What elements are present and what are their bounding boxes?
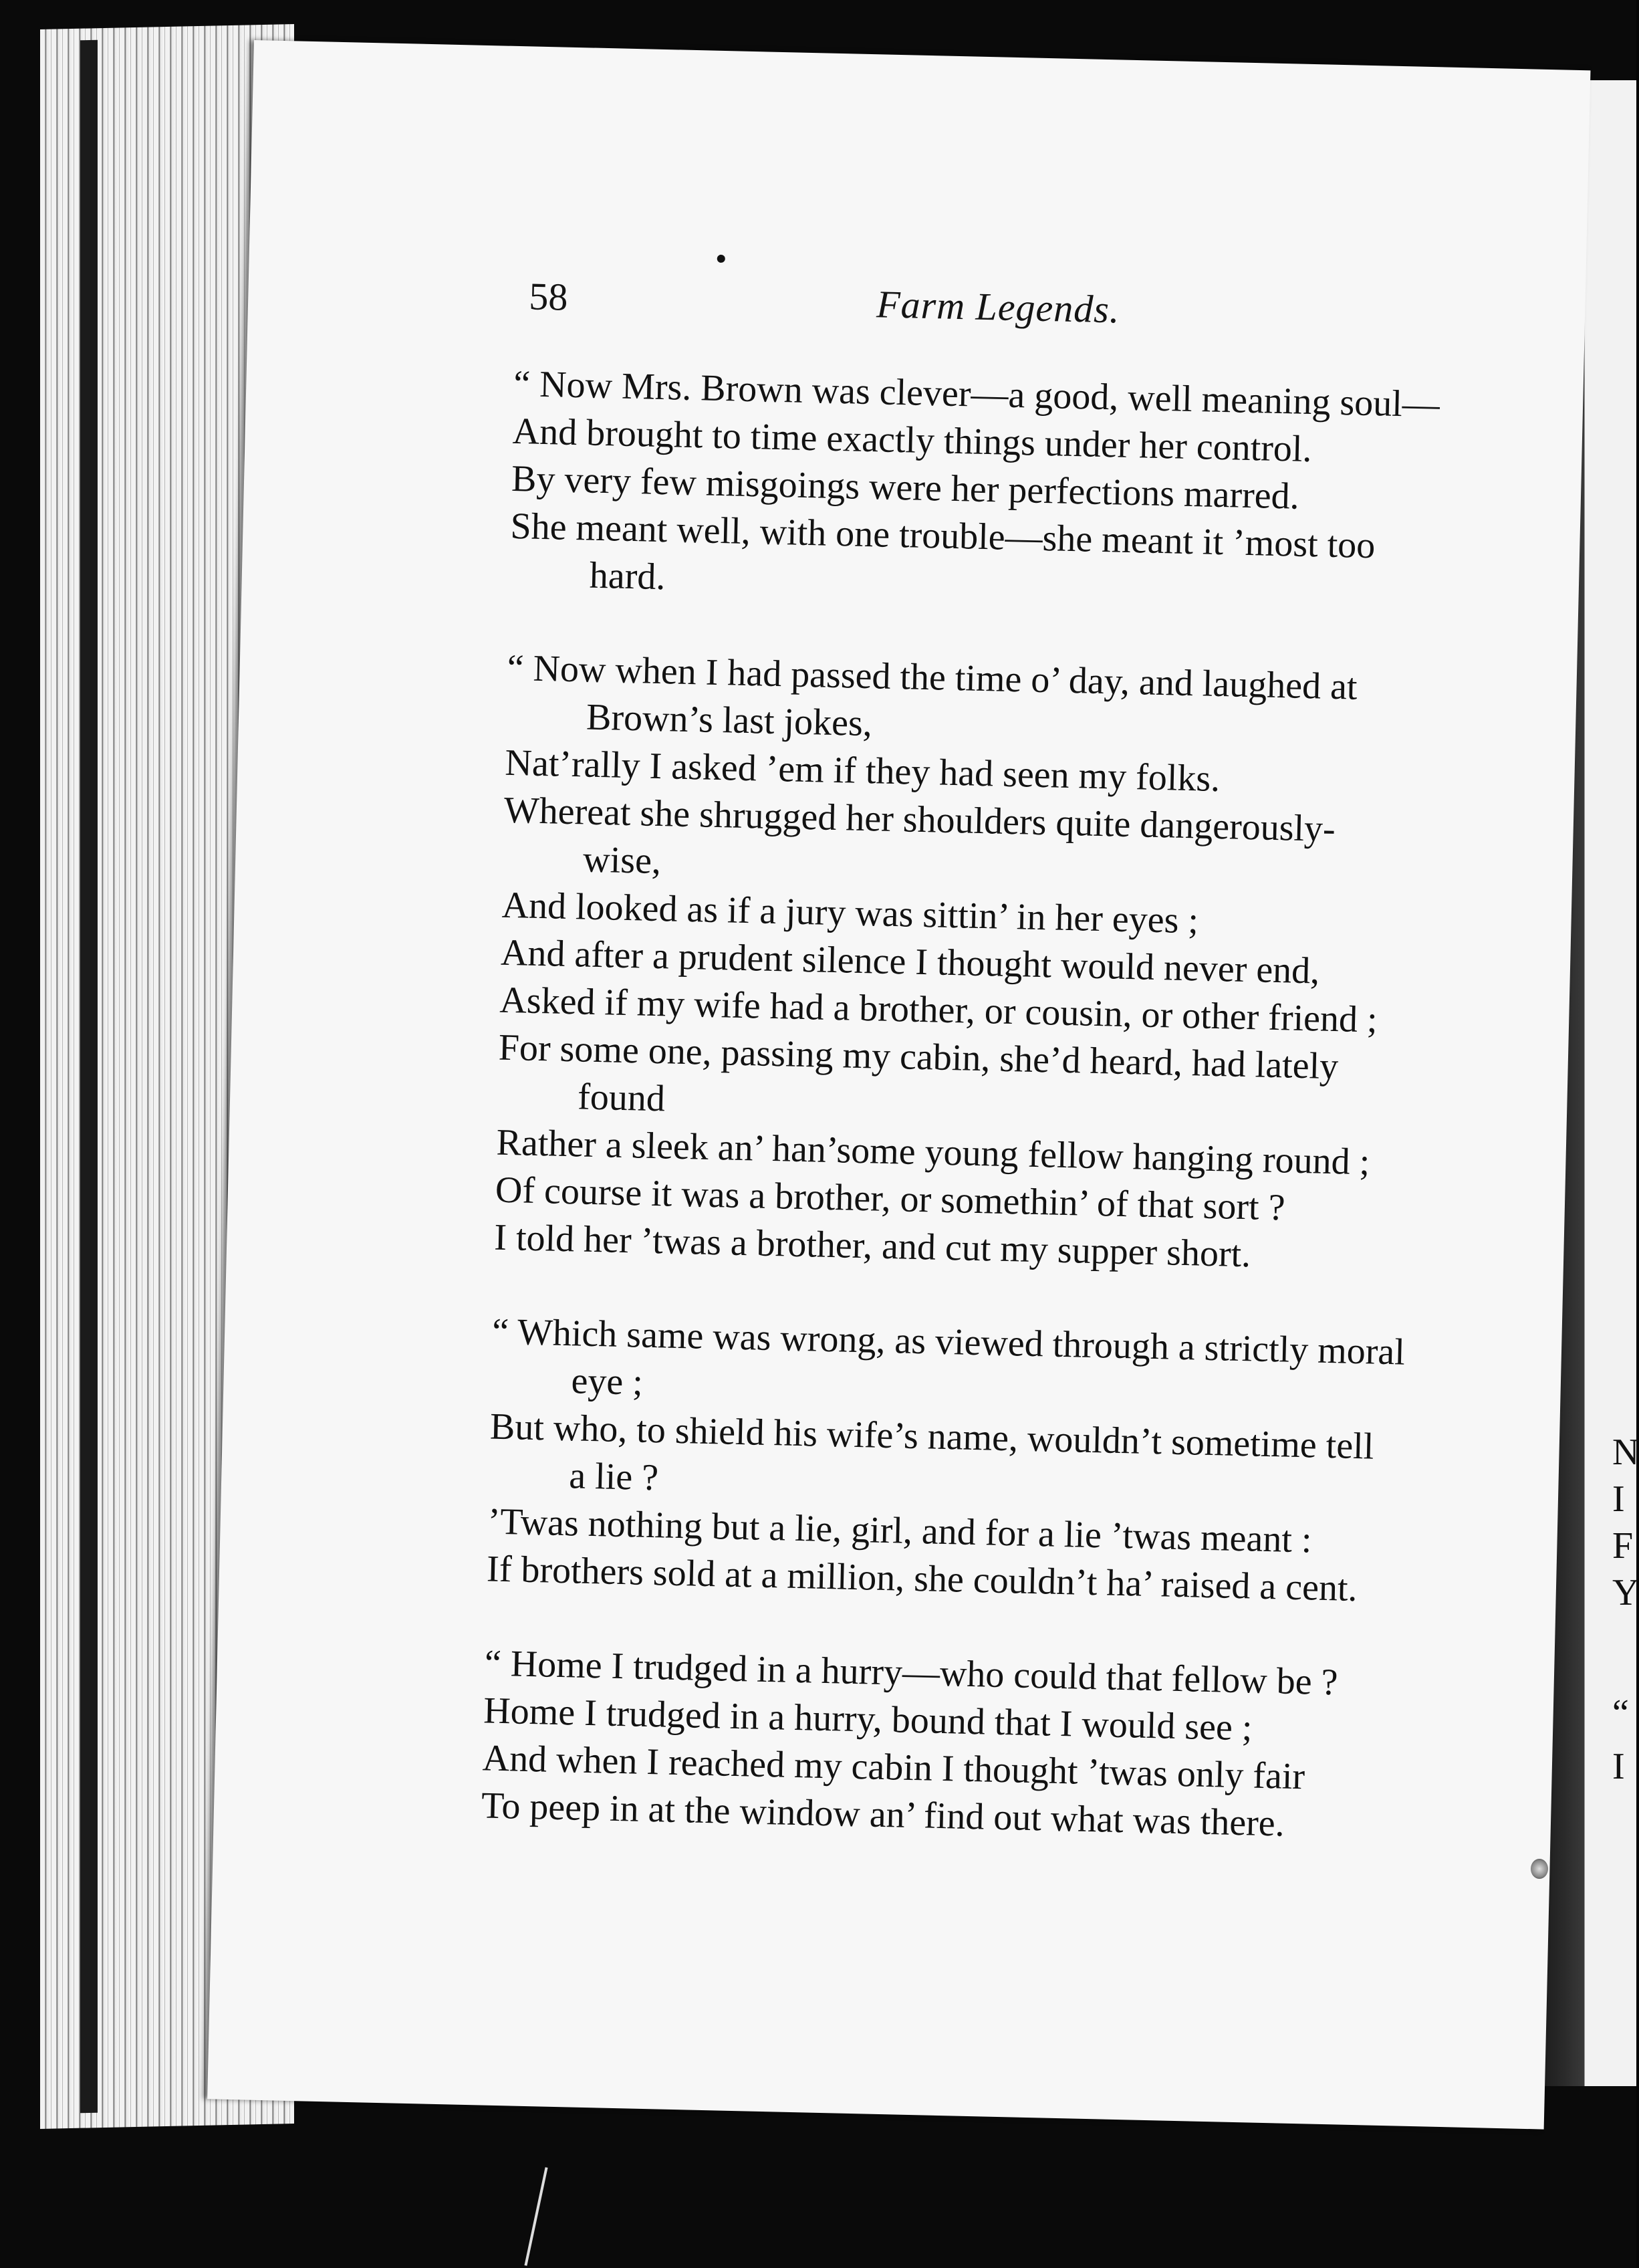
next-page-fragment: I (1612, 1746, 1625, 1787)
verse-line: For some one, passing my cabin, she’d heard, had lately (498, 1026, 1339, 1088)
page-number: 58 (528, 274, 569, 319)
next-page-fragment: Y (1612, 1572, 1639, 1613)
stanza (509, 360, 1510, 620)
verse-line: ’Twas nothing but a lie, girl, and for a lie ’twas meant : (487, 1500, 1313, 1561)
verse-line: And when I reached my cabin I thought ’twas only fair (482, 1737, 1305, 1798)
verse-line-continuation: wise, (582, 838, 662, 883)
next-page-fragment: I (1612, 1478, 1625, 1520)
verse-line: She meant well, with one trouble—she meant it ’most too (509, 505, 1376, 567)
ink-dot (717, 255, 725, 263)
stanza (486, 1309, 1488, 1616)
binding-shadow (80, 40, 98, 2114)
verse-line: If brothers sold at a million, she couldn’t ha’ raised a cent. (486, 1548, 1358, 1610)
scan-blemish (1531, 1859, 1548, 1879)
verse-line: “ Which same was wrong, as viewed through a strictly moral (491, 1311, 1406, 1373)
verse-line: Whereat she shrugged her shoulders quite dangerously- (503, 789, 1336, 850)
poem-body (480, 360, 1510, 1899)
verse-line: Rather a sleek an’ han’some young fellow hanging round ; (495, 1121, 1370, 1183)
verse-line: I told her ’twas a brother, and cut my supper short. (493, 1216, 1251, 1276)
stanza (494, 645, 1504, 1284)
verse-line: And brought to time exactly things under her control. (512, 410, 1313, 471)
verse-line: And looked as if a jury was sittin’ in her eyes ; (501, 884, 1199, 942)
verse-line-continuation: found (577, 1076, 666, 1120)
next-page-fragment: “ (1612, 1692, 1629, 1734)
verse-line: “ Now Mrs. Brown was clever—a good, well meaning soul— (513, 362, 1440, 426)
verse-line: Home I trudged in a hurry, bound that I would see ; (483, 1690, 1253, 1749)
verse-line-continuation: Brown’s last jokes, (586, 696, 873, 745)
next-page-fragment: F (1612, 1525, 1634, 1567)
verse-line: To peep in at the window an’ find out what was there. (481, 1785, 1285, 1845)
verse-line: Of course it was a brother, or somethin’ of that sort ? (495, 1169, 1286, 1229)
stanza (481, 1639, 1481, 1852)
verse-line: But who, to shield his wife’s name, wouldn’t sometime tell (489, 1405, 1375, 1468)
verse-line-continuation: a lie ? (568, 1455, 659, 1499)
scan-scratch (524, 2167, 547, 2266)
verse-line: Nat’rally I asked ’em if they had seen my folks. (504, 742, 1221, 800)
verse-line: By very few misgoings were her perfections marred. (511, 457, 1300, 518)
verse-line-continuation: eye ; (570, 1360, 644, 1403)
running-title: Farm Legends. (876, 282, 1121, 332)
verse-line-continuation: hard. (589, 554, 666, 598)
next-page-fragment: N (1612, 1432, 1639, 1473)
verse-line: “ Now when I had passed the time o’ day, and laughed at (507, 647, 1358, 708)
running-head (528, 273, 1465, 348)
verse-line: Asked if my wife had a brother, or cousin, or other friend ; (499, 979, 1378, 1041)
verse-line: And after a prudent silence I thought would never end, (500, 931, 1320, 992)
verse-line: “ Home I trudged in a hurry—who could that fellow be ? (484, 1642, 1339, 1704)
book-page (207, 40, 1590, 2130)
